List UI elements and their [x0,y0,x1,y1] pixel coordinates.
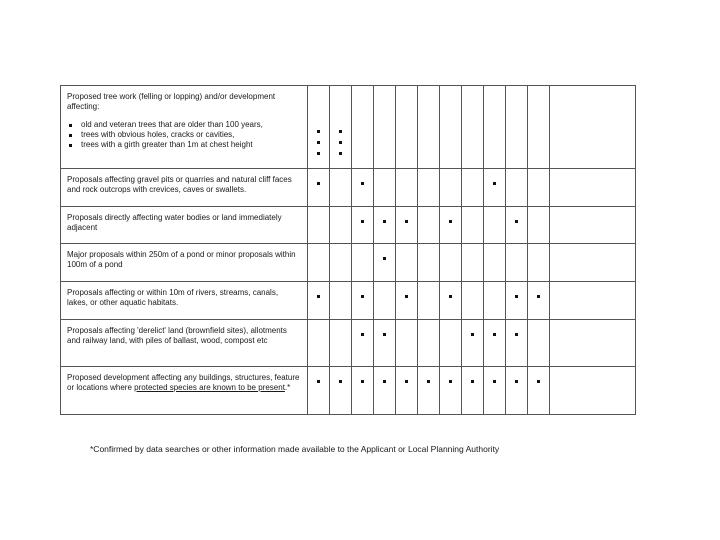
table-cell [506,86,528,169]
table-cell [308,244,330,282]
table-cell [396,169,418,207]
table-cell [462,320,484,367]
table-cell [440,244,462,282]
bullet-mark-icon [537,295,540,298]
table-cell [418,86,440,169]
table-cell [352,86,374,169]
bullet-mark-icon [339,380,342,383]
table-cell [528,367,550,415]
list-item: trees with obvious holes, cracks or cavities, [67,130,301,140]
table-cell [330,282,352,320]
table-cell [462,169,484,207]
bullet-mark-icon [515,220,518,223]
table-cell [462,367,484,415]
bullet-mark-icon [361,295,364,298]
table-row [61,86,636,169]
table-cell [528,244,550,282]
table-cell [440,169,462,207]
table-row [61,282,636,320]
row-description: Proposals affecting 'derelict' land (brownfield sites), allotments and railway land, with piles of ballast, wood, compost etc [61,320,308,367]
bullet-mark-icon [383,220,386,223]
table-row [61,207,636,244]
list-item: trees with a girth greater than 1m at chest height [67,140,301,150]
table-cell [528,207,550,244]
bullet-mark-icon [317,130,320,133]
table-row [61,367,636,415]
table-cell [352,207,374,244]
row-description [61,367,308,415]
row-bullet-list [67,120,301,150]
table-row [61,169,636,207]
list-item: old and veteran trees that are older than 100 years, [67,120,301,130]
table-cell [528,282,550,320]
bullet-mark-icon [471,380,474,383]
bullet-mark-icon [405,295,408,298]
table-cell [506,207,528,244]
bullet-mark-icon [361,220,364,223]
bullet-mark-icon [317,152,320,155]
table-cell [506,169,528,207]
bullet-mark-icon [339,152,342,155]
bullet-mark-icon [339,141,342,144]
table-row [61,244,636,282]
table-cell [528,86,550,169]
bullet-mark-icon [537,380,540,383]
table-cell [308,282,330,320]
table-cell [550,86,636,169]
table-cell [440,207,462,244]
table-cell [506,367,528,415]
table-cell [506,282,528,320]
table-cell [396,367,418,415]
table-cell [418,169,440,207]
table-cell [506,244,528,282]
table-cell [484,367,506,415]
row-text: Proposed development affecting any buildings, structures, feature or locations where [67,373,300,392]
table-cell [330,207,352,244]
bullet-mark-icon [383,333,386,336]
table-cell [308,169,330,207]
table-cell [374,320,396,367]
table-row [61,320,636,367]
table-cell [330,169,352,207]
table-cell [308,320,330,367]
table-cell [440,320,462,367]
protected-species-trigger-table [60,85,636,415]
table-cell [484,86,506,169]
table-cell [418,367,440,415]
table-cell [308,86,330,169]
table-cell [440,367,462,415]
table-cell [374,207,396,244]
bullet-mark-icon [493,380,496,383]
bullet-mark-icon [361,182,364,185]
protected-species-text: protected species are known to be present [134,383,285,392]
table-cell [396,207,418,244]
bullet-mark-icon [339,130,342,133]
table-cell [352,282,374,320]
table-cell [528,320,550,367]
table-cell [330,86,352,169]
bullet-mark-icon [493,182,496,185]
bullet-mark-icon [383,380,386,383]
row-intro: Proposed tree work (felling or lopping) and/or development affecting: [67,92,276,111]
table-cell [440,86,462,169]
table-cell [330,367,352,415]
table-cell [308,367,330,415]
table-cell [528,169,550,207]
table-cell [418,282,440,320]
table-cell [330,244,352,282]
table-cell [374,244,396,282]
table-cell [374,169,396,207]
row-text-suffix: .* [284,383,291,392]
table-cell [418,320,440,367]
table-cell [374,282,396,320]
bullet-mark-icon [449,295,452,298]
bullet-mark-icon [449,220,452,223]
table-cell [484,207,506,244]
bullet-mark-icon [493,333,496,336]
row-description [61,86,308,169]
bullet-mark-icon [405,220,408,223]
bullet-mark-icon [383,257,386,260]
row-description: Proposals directly affecting water bodies or land immediately adjacent [61,207,308,244]
table-cell [352,320,374,367]
table-cell [396,320,418,367]
table-cell [352,367,374,415]
bullet-mark-icon [449,380,452,383]
bullet-mark-icon [317,141,320,144]
table-cell [550,244,636,282]
row-description: Proposals affecting or within 10m of rivers, streams, canals, lakes, or other aquatic habitats. [61,282,308,320]
table-cell [308,207,330,244]
bullet-mark-icon [361,380,364,383]
table-cell [462,86,484,169]
table-cell [396,86,418,169]
table-cell [506,320,528,367]
footnote: *Confirmed by data searches or other information made available to the Applicant or Local Planning Authority [90,444,500,454]
table-cell [550,169,636,207]
table-cell [550,207,636,244]
bullet-mark-icon [515,333,518,336]
table-cell [484,282,506,320]
table-cell [550,367,636,415]
table-cell [550,282,636,320]
row-description: Proposals affecting gravel pits or quarries and natural cliff faces and rock outcrops with crevices, caves or swallets. [61,169,308,207]
table-cell [550,320,636,367]
table-cell [374,367,396,415]
row-description: Major proposals within 250m of a pond or minor proposals within 100m of a pond [61,244,308,282]
bullet-mark-icon [317,182,320,185]
bullet-mark-icon [515,380,518,383]
table-cell [396,244,418,282]
table-cell [440,282,462,320]
bullet-mark-icon [471,333,474,336]
table-cell [484,320,506,367]
bullet-mark-icon [361,333,364,336]
bullet-mark-icon [317,380,320,383]
table-cell [462,244,484,282]
table-cell [374,86,396,169]
table-cell [484,244,506,282]
table-cell [352,244,374,282]
bullet-mark-icon [515,295,518,298]
table-cell [418,207,440,244]
table-cell [462,207,484,244]
table-cell [330,320,352,367]
bullet-mark-icon [317,295,320,298]
table-cell [352,169,374,207]
bullet-mark-icon [427,380,430,383]
table-cell [396,282,418,320]
table-cell [462,282,484,320]
bullet-mark-icon [405,380,408,383]
table-cell [418,244,440,282]
table-cell [484,169,506,207]
